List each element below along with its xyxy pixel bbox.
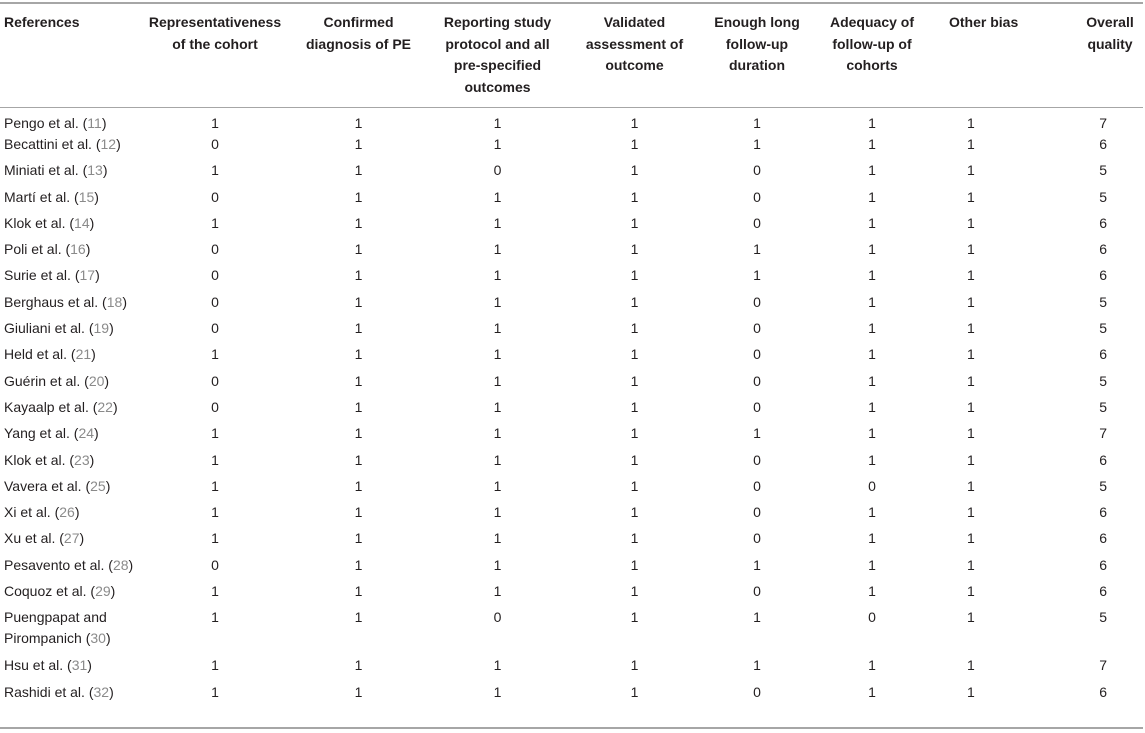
reference-name: Becattini et al. ( <box>4 136 101 152</box>
score-cell: 0 <box>211 320 219 337</box>
table-row <box>0 476 1143 502</box>
score-cell: 0 <box>211 556 219 573</box>
citation-close-paren: ) <box>102 162 108 179</box>
score-cell: 1 <box>868 398 876 415</box>
reference-name: Miniati et al. ( <box>4 162 88 179</box>
citation-link[interactable]: 29 <box>95 583 111 600</box>
score-cell: 1 <box>967 683 975 700</box>
score-cell: 1 <box>630 162 639 179</box>
table-row <box>0 292 1143 318</box>
reference-cell <box>0 555 140 581</box>
citation-link[interactable]: 21 <box>75 346 92 363</box>
score-cell: 0 <box>493 609 502 626</box>
score-cell: 1 <box>493 477 502 494</box>
table-row <box>0 239 1143 265</box>
score-cell: 1 <box>211 583 219 600</box>
reference-name: Surie et al. ( <box>4 267 80 284</box>
score-cell: 1 <box>630 477 639 494</box>
score-cell: 5 <box>1099 609 1107 626</box>
score-cell: 5 <box>1099 162 1107 179</box>
score-cell: 0 <box>211 267 219 284</box>
score-cell: 1 <box>967 293 975 310</box>
score-cell: 1 <box>630 115 639 131</box>
citation-link[interactable]: 13 <box>87 162 103 179</box>
score-cell: 1 <box>868 556 876 573</box>
score-cell: 1 <box>354 346 363 363</box>
citation-link[interactable]: 20 <box>88 372 105 389</box>
score-cell: 0 <box>753 293 761 310</box>
reference-name: Klok et al. ( <box>4 214 75 231</box>
citation-close-paren: ) <box>89 214 95 231</box>
score-cell: 1 <box>967 556 975 573</box>
score-cell: 1 <box>493 293 502 310</box>
score-cell: 1 <box>967 241 975 258</box>
score-cell: 1 <box>211 451 219 468</box>
reference-name: Martí et al. ( <box>4 188 79 205</box>
score-cell: 1 <box>967 504 975 521</box>
score-cell: 1 <box>967 320 975 337</box>
reference-cell <box>0 265 140 291</box>
score-cell: 1 <box>354 425 363 442</box>
table-row <box>0 318 1143 344</box>
citation-link[interactable]: 27 <box>63 530 80 547</box>
score-cell: 1 <box>868 504 876 521</box>
score-cell: 1 <box>630 451 639 468</box>
score-cell: 1 <box>354 115 363 131</box>
citation-link[interactable]: 16 <box>70 241 86 258</box>
score-cell: 1 <box>211 477 219 494</box>
score-cell: 6 <box>1099 530 1107 547</box>
score-cell: 6 <box>1099 583 1107 600</box>
table-row <box>0 99 1143 134</box>
score-cell: 1 <box>211 162 219 179</box>
score-cell: 1 <box>868 425 876 442</box>
score-cell: 1 <box>354 530 363 547</box>
score-cell: 1 <box>967 425 975 442</box>
score-cell: 1 <box>211 214 219 231</box>
reference-name: Pesavento et al. ( <box>4 556 113 573</box>
citation-close-paren: ) <box>74 504 80 521</box>
score-cell: 1 <box>868 451 876 468</box>
score-cell: 1 <box>967 136 975 152</box>
score-cell: 1 <box>630 530 639 547</box>
table-row <box>0 265 1143 291</box>
score-cell: 7 <box>1099 115 1107 131</box>
column-header: Confirmed diagnosis of PE <box>305 14 411 52</box>
citation-link[interactable]: 26 <box>59 504 75 521</box>
table-row <box>0 655 1143 681</box>
score-cell: 1 <box>354 188 363 205</box>
score-cell: 0 <box>868 609 876 626</box>
score-cell: 5 <box>1099 477 1107 494</box>
reference-cell <box>0 187 140 213</box>
score-cell: 1 <box>354 398 363 415</box>
score-cell: 1 <box>868 188 876 205</box>
score-cell: 1 <box>967 398 975 415</box>
reference-name: Poli et al. ( <box>4 241 71 258</box>
score-cell: 1 <box>630 425 639 442</box>
score-cell: 1 <box>868 530 876 547</box>
score-cell: 1 <box>868 214 876 231</box>
citation-link[interactable]: 18 <box>106 293 123 310</box>
score-cell: 1 <box>967 657 975 674</box>
score-cell: 5 <box>1099 320 1107 337</box>
reference-cell <box>0 160 140 186</box>
score-cell: 1 <box>211 115 219 131</box>
reference-cell <box>0 581 140 607</box>
score-cell: 1 <box>493 583 502 600</box>
score-cell: 1 <box>354 293 363 310</box>
citation-close-paren: ) <box>112 398 118 415</box>
citation-link[interactable]: 23 <box>74 451 90 468</box>
citation-close-paren: ) <box>79 530 85 547</box>
reference-name: Hsu et al. ( <box>4 657 72 674</box>
score-cell: 1 <box>354 241 363 258</box>
score-cell: 1 <box>630 267 639 284</box>
score-cell: 1 <box>868 583 876 600</box>
citation-link[interactable]: 14 <box>74 214 90 231</box>
citation-close-paren: ) <box>105 630 111 647</box>
score-cell: 1 <box>354 609 363 626</box>
citation-close-paren: ) <box>122 293 127 310</box>
score-cell: 1 <box>354 683 363 700</box>
score-cell: 1 <box>967 214 975 231</box>
reference-name: Berghaus et al. ( <box>4 293 107 310</box>
score-cell: 1 <box>354 214 363 231</box>
citation-link[interactable]: 22 <box>97 398 113 415</box>
score-cell: 0 <box>753 162 761 179</box>
score-cell: 1 <box>493 115 502 131</box>
score-cell: 7 <box>1099 425 1107 442</box>
score-cell: 1 <box>630 372 639 389</box>
score-cell: 1 <box>354 320 363 337</box>
score-cell: 1 <box>211 657 219 674</box>
score-cell: 1 <box>967 188 975 205</box>
score-cell: 0 <box>753 504 761 521</box>
score-cell: 0 <box>753 214 761 231</box>
reference-name: Giuliani et al. ( <box>4 320 94 337</box>
score-cell: 1 <box>868 115 876 131</box>
score-cell: 1 <box>493 504 502 521</box>
score-cell: 1 <box>753 425 761 442</box>
score-cell: 1 <box>211 346 219 363</box>
score-cell: 0 <box>868 477 876 494</box>
reference-name: Vavera et al. ( <box>4 477 91 494</box>
citation-close-paren: ) <box>104 372 110 389</box>
table-row <box>0 502 1143 528</box>
citation-close-paren: ) <box>91 346 96 363</box>
reference-cell <box>0 292 140 318</box>
table-row <box>0 187 1143 213</box>
reference-cell <box>0 99 140 134</box>
score-cell: 1 <box>493 267 502 284</box>
score-cell: 1 <box>967 372 975 389</box>
score-cell: 1 <box>753 609 761 626</box>
score-cell: 6 <box>1099 214 1107 231</box>
score-cell: 0 <box>211 293 219 310</box>
score-cell: 1 <box>868 136 876 152</box>
score-cell: 1 <box>493 214 502 231</box>
score-cell: 5 <box>1099 293 1107 310</box>
score-cell: 0 <box>753 477 761 494</box>
citation-link[interactable]: 11 <box>87 115 102 131</box>
table-row <box>0 344 1143 370</box>
score-cell: 5 <box>1099 372 1107 389</box>
score-cell: 1 <box>868 162 876 179</box>
score-cell: 1 <box>493 425 502 442</box>
column-header: Other bias <box>949 14 1019 30</box>
score-cell: 1 <box>354 451 363 468</box>
reference-cell <box>0 423 140 449</box>
score-cell: 1 <box>630 556 639 573</box>
score-cell: 1 <box>354 556 363 573</box>
score-cell: 1 <box>967 451 975 468</box>
score-cell: 1 <box>493 398 502 415</box>
citation-link[interactable]: 15 <box>78 188 95 205</box>
score-cell: 6 <box>1099 504 1107 521</box>
score-cell: 1 <box>493 556 502 573</box>
reference-name: Coquoz et al. ( <box>4 583 96 600</box>
score-cell: 1 <box>354 583 363 600</box>
citation-link[interactable]: 31 <box>71 657 88 674</box>
reference-cell <box>0 655 140 681</box>
score-cell: 1 <box>493 657 502 674</box>
reference-cell <box>0 607 140 655</box>
score-cell: 7 <box>1099 657 1107 674</box>
table-row <box>0 423 1143 449</box>
score-cell: 0 <box>753 683 761 700</box>
citation-link[interactable]: 17 <box>79 267 96 284</box>
score-cell: 1 <box>967 583 975 600</box>
score-cell: 6 <box>1099 556 1107 573</box>
reference-cell <box>0 502 140 528</box>
reference-name: Yang et al. ( <box>4 425 79 442</box>
reference-cell <box>0 682 140 708</box>
reference-cell <box>0 371 140 397</box>
score-cell: 1 <box>753 657 761 674</box>
score-cell: 1 <box>493 451 502 468</box>
score-cell: 1 <box>354 504 363 521</box>
reference-cell <box>0 344 140 370</box>
citation-close-paren: ) <box>94 425 99 442</box>
reference-name: Pengo et al. ( <box>4 115 88 131</box>
column-header: Representativeness of the cohort <box>148 14 282 52</box>
score-cell: 6 <box>1099 346 1107 363</box>
score-cell: 0 <box>753 451 761 468</box>
reference-name: Rashidi et al. ( <box>4 683 94 700</box>
score-cell: 1 <box>493 241 502 258</box>
score-cell: 1 <box>868 320 876 337</box>
score-cell: 1 <box>211 609 219 626</box>
citation-close-paren: ) <box>85 241 91 258</box>
citation-close-paren: ) <box>94 188 99 205</box>
score-cell: 5 <box>1099 188 1107 205</box>
table-row <box>0 450 1143 476</box>
citation-close-paren: ) <box>105 477 111 494</box>
table-row <box>0 397 1143 423</box>
score-cell: 1 <box>493 346 502 363</box>
score-cell: 1 <box>493 683 502 700</box>
score-cell: 1 <box>630 609 639 626</box>
score-cell: 0 <box>753 530 761 547</box>
reference-name: Xu et al. ( <box>4 530 64 547</box>
score-cell: 1 <box>630 241 639 258</box>
score-cell: 0 <box>753 583 761 600</box>
score-cell: 1 <box>868 241 876 258</box>
table-row <box>0 134 1143 160</box>
score-cell: 1 <box>868 346 876 363</box>
column-header: Validated assessment of outcome <box>585 14 684 73</box>
citation-close-paren: ) <box>89 451 95 468</box>
citation-close-paren: ) <box>128 556 134 573</box>
score-cell: 1 <box>211 504 219 521</box>
citation-close-paren: ) <box>87 657 92 674</box>
score-cell: 1 <box>753 115 761 131</box>
score-cell: 1 <box>354 372 363 389</box>
table-row <box>0 528 1143 554</box>
score-cell: 1 <box>967 346 975 363</box>
score-cell: 1 <box>630 293 639 310</box>
score-cell: 0 <box>753 346 761 363</box>
score-cell: 1 <box>630 214 639 231</box>
table-row <box>0 160 1143 186</box>
table-row <box>0 581 1143 607</box>
score-cell: 6 <box>1099 267 1107 284</box>
table-row <box>0 682 1143 708</box>
reference-cell <box>0 213 140 239</box>
score-cell: 1 <box>354 162 363 179</box>
score-cell: 1 <box>630 320 639 337</box>
score-cell: 1 <box>967 162 975 179</box>
reference-name: Klok et al. ( <box>4 451 75 468</box>
score-cell: 1 <box>211 683 219 700</box>
reference-cell <box>0 528 140 554</box>
score-cell: 1 <box>493 372 502 389</box>
citation-link[interactable]: 19 <box>93 320 110 337</box>
reference-name: Guérin et al. ( <box>4 372 89 389</box>
score-cell: 1 <box>493 136 502 152</box>
score-cell: 0 <box>753 188 761 205</box>
score-cell: 1 <box>630 136 639 152</box>
score-cell: 1 <box>354 136 363 152</box>
table-row <box>0 371 1143 397</box>
score-cell: 1 <box>753 556 761 573</box>
score-cell: 0 <box>211 398 219 415</box>
score-cell: 1 <box>630 398 639 415</box>
score-cell: 1 <box>967 115 975 131</box>
score-cell: 0 <box>211 241 219 258</box>
score-cell: 0 <box>211 188 219 205</box>
citation-close-paren: ) <box>101 115 107 131</box>
citation-link[interactable]: 24 <box>78 425 95 442</box>
score-cell: 1 <box>753 136 761 152</box>
score-cell: 1 <box>211 425 219 442</box>
score-cell: 1 <box>354 477 363 494</box>
reference-name: Held et al. ( <box>4 346 76 363</box>
score-cell: 1 <box>630 683 639 700</box>
reference-cell <box>0 450 140 476</box>
score-cell: 1 <box>967 609 975 626</box>
score-cell: 1 <box>493 188 502 205</box>
citation-close-paren: ) <box>109 683 114 700</box>
score-cell: 0 <box>753 320 761 337</box>
score-cell: 0 <box>211 136 219 152</box>
score-cell: 1 <box>630 583 639 600</box>
score-cell: 1 <box>868 293 876 310</box>
citation-link[interactable]: 12 <box>100 136 117 152</box>
column-header: Overall quality <box>1086 14 1134 52</box>
score-cell: 1 <box>753 241 761 258</box>
score-cell: 6 <box>1099 683 1107 700</box>
column-header: Adequacy of follow-up of cohorts <box>829 14 914 73</box>
reference-name: Kayaalp et al. ( <box>4 398 98 415</box>
reference-cell <box>0 397 140 423</box>
citation-close-paren: ) <box>109 320 114 337</box>
citation-close-paren: ) <box>116 136 121 152</box>
citation-link[interactable]: 25 <box>90 477 106 494</box>
score-cell: 5 <box>1099 398 1107 415</box>
score-cell: 1 <box>493 530 502 547</box>
score-cell: 1 <box>354 657 363 674</box>
score-cell: 1 <box>967 477 975 494</box>
score-cell: 6 <box>1099 241 1107 258</box>
column-header: Reporting study protocol and all pre-specified outcomes <box>443 14 552 95</box>
header-row <box>0 4 1143 99</box>
score-cell: 1 <box>868 657 876 674</box>
score-cell: 6 <box>1099 136 1107 152</box>
citation-link[interactable]: 28 <box>112 556 129 573</box>
score-cell: 6 <box>1099 451 1107 468</box>
table-bottom-rule <box>0 727 1143 729</box>
reference-cell <box>0 318 140 344</box>
column-header: References <box>4 14 80 30</box>
score-cell: 1 <box>753 267 761 284</box>
citation-link[interactable]: 32 <box>93 683 110 700</box>
column-header: Enough long follow-up duration <box>714 14 800 73</box>
reference-cell <box>0 476 140 502</box>
score-cell: 1 <box>630 346 639 363</box>
score-cell: 1 <box>493 320 502 337</box>
score-cell: 1 <box>868 267 876 284</box>
score-cell: 1 <box>630 504 639 521</box>
score-cell: 1 <box>868 683 876 700</box>
score-cell: 0 <box>753 372 761 389</box>
score-cell: 1 <box>967 530 975 547</box>
score-cell: 1 <box>211 530 219 547</box>
quality-assessment-table <box>0 4 1143 708</box>
citation-close-paren: ) <box>110 583 116 600</box>
score-cell: 1 <box>868 372 876 389</box>
citation-close-paren: ) <box>95 267 100 284</box>
reference-name: Puengpapat and Pirompanich ( <box>4 609 107 647</box>
reference-name: Xi et al. ( <box>4 504 60 521</box>
table-row <box>0 213 1143 239</box>
table-row <box>0 607 1143 655</box>
table-row <box>0 555 1143 581</box>
reference-cell <box>0 134 140 160</box>
table-body <box>0 99 1143 708</box>
reference-cell <box>0 239 140 265</box>
score-cell: 1 <box>630 188 639 205</box>
score-cell: 1 <box>630 657 639 674</box>
score-cell: 1 <box>354 267 363 284</box>
score-cell: 1 <box>967 267 975 284</box>
citation-link[interactable]: 30 <box>90 630 106 647</box>
score-cell: 0 <box>493 162 502 179</box>
score-cell: 0 <box>211 372 219 389</box>
score-cell: 0 <box>753 398 761 415</box>
